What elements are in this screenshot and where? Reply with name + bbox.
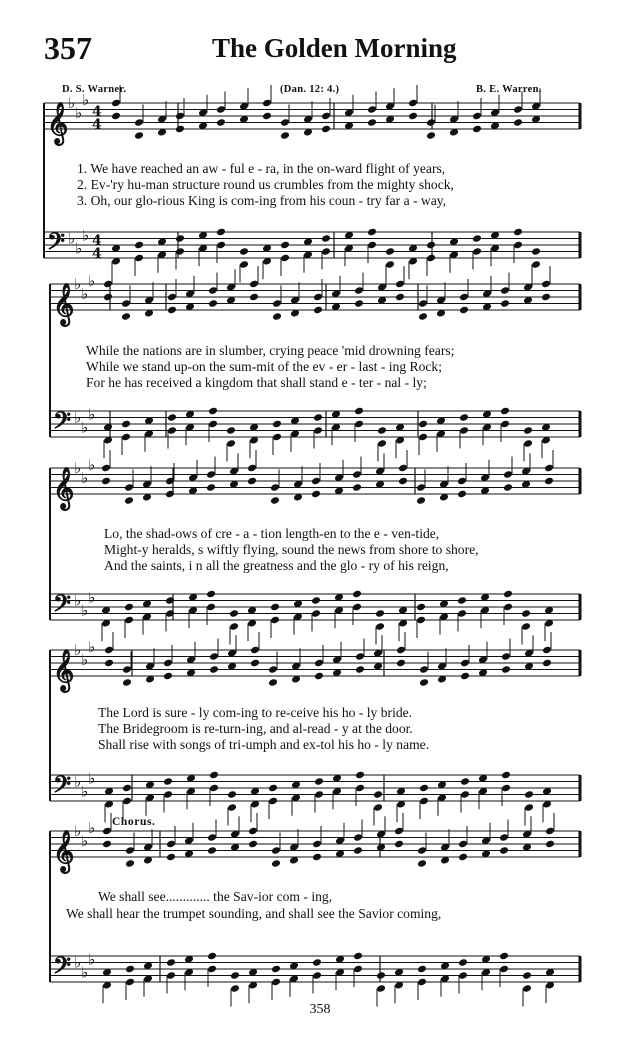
note-head [354, 299, 364, 308]
note-head [396, 659, 406, 668]
note-head [503, 590, 513, 599]
bass-clef-icon: 𝄢 [53, 406, 72, 440]
note-head [207, 952, 217, 961]
lyric-line: We shall see............. the Sav-ior com - ing, [98, 889, 333, 904]
note-head [377, 426, 387, 435]
flat-sign-icon: ♭ [88, 818, 96, 837]
note-head [103, 293, 113, 302]
note-head [353, 952, 363, 961]
note-head [312, 958, 322, 967]
note-head [247, 477, 257, 486]
note-head [460, 777, 470, 786]
note-head [239, 247, 249, 256]
note-head [167, 413, 177, 422]
note-head [521, 609, 531, 618]
treble-clef-icon: 𝄞 [53, 283, 75, 325]
flat-sign-icon: ♭ [81, 468, 89, 487]
note-head [312, 853, 322, 862]
note-head [270, 603, 280, 612]
note-head [398, 477, 408, 486]
flat-sign-icon: ♭ [88, 950, 96, 969]
note-head [175, 125, 185, 134]
note-head [111, 112, 121, 121]
note-head [367, 228, 377, 237]
note-head [321, 125, 331, 134]
scripture-reference: (Dan. 12: 4.) [280, 84, 340, 95]
note-head [458, 958, 468, 967]
note-head [376, 971, 386, 980]
flat-sign-icon: ♭ [74, 591, 82, 610]
note-head [313, 413, 323, 422]
note-head [101, 477, 111, 486]
note-head [352, 590, 362, 599]
flat-sign-icon: ♭ [81, 963, 89, 982]
note-head [271, 859, 281, 868]
note-head [271, 965, 281, 974]
note-head [134, 131, 144, 140]
note-head [531, 247, 541, 256]
note-head [272, 420, 282, 429]
note-head [311, 490, 321, 499]
note-head [523, 426, 533, 435]
note-head [166, 853, 176, 862]
note-head [167, 306, 177, 315]
bass-clef-icon: 𝄢 [53, 770, 72, 804]
flat-sign-icon: ♭ [74, 953, 82, 972]
note-head [418, 312, 428, 321]
note-head [134, 241, 144, 250]
note-head [457, 596, 467, 605]
note-head [418, 420, 428, 429]
bass-clef-icon: 𝄢 [53, 589, 72, 623]
note-head [385, 247, 395, 256]
lyric-line: Might-y heralds, s wiftly flying, sound the news from shore to shore, [104, 542, 479, 557]
lyric-line: And the saints, i n all the greatness and the glo - ry of his reign, [104, 558, 449, 573]
flat-sign-icon: ♭ [68, 94, 76, 112]
note-head [166, 958, 176, 967]
note-head [163, 672, 173, 681]
lyric-line: For he has received a kingdom that shall stand e - ter - nal - ly; [86, 375, 427, 390]
note-head [503, 483, 513, 492]
note-head [419, 678, 429, 687]
flat-sign-icon: ♭ [88, 271, 96, 290]
flat-sign-icon: ♭ [81, 831, 89, 850]
lyric-line: Shall rise with songs of tri-umph and ex-tol his ho - ly name. [98, 737, 430, 752]
lyric-line: The Lord is sure - ly com-ing to re-ceive his ho - ly bride. [98, 705, 413, 720]
time-signature: 4 [92, 246, 102, 262]
note-head [209, 665, 219, 674]
note-head [417, 859, 427, 868]
note-head [355, 771, 365, 780]
note-head [419, 784, 429, 793]
note-head [500, 299, 510, 308]
flat-sign-icon: ♭ [88, 405, 96, 424]
flat-sign-icon: ♭ [88, 588, 96, 607]
note-head [354, 407, 364, 416]
note-head [472, 125, 482, 134]
note-head [121, 312, 131, 321]
note-head [249, 293, 259, 302]
note-head [248, 840, 258, 849]
note-head [122, 678, 132, 687]
note-head [216, 118, 226, 127]
note-head [544, 477, 554, 486]
lyric-line: The Bridegroom is re-turn-ing, and al-read - y at the door. [98, 721, 413, 736]
flat-sign-icon: ♭ [74, 275, 82, 293]
flat-sign-icon: ♭ [88, 637, 96, 656]
note-head [522, 971, 532, 980]
note-head [125, 859, 135, 868]
note-head [208, 299, 218, 308]
note-head [416, 496, 426, 505]
flat-sign-icon: ♭ [82, 226, 90, 245]
lyric-line: We shall hear the trumpet sounding, and shall see the Savior coming, [66, 906, 442, 921]
note-head [311, 596, 321, 605]
treble-clef-icon: 𝄞 [53, 830, 75, 872]
bass-clef-icon: 𝄢 [53, 951, 72, 985]
chorus-label: Chorus. [112, 816, 156, 828]
note-head [375, 609, 385, 618]
flat-sign-icon: ♭ [82, 90, 90, 109]
note-head [394, 840, 404, 849]
note-head [280, 131, 290, 140]
note-head [499, 952, 509, 961]
lyric-line: 3. Oh, our glo-rious King is com-ing from his coun - try far a - way, [77, 193, 447, 208]
composer-credit: B. E. Warren. [476, 84, 542, 95]
note-head [268, 784, 278, 793]
note-head [352, 483, 362, 492]
note-head [226, 426, 236, 435]
note-head [122, 784, 132, 793]
time-signature: 4 [92, 233, 102, 249]
flat-sign-icon: ♭ [74, 408, 82, 427]
note-head [545, 840, 555, 849]
lyric-line: While the nations are in slumber, crying peace 'mid drowning fears; [86, 343, 455, 358]
note-head [124, 603, 134, 612]
note-head [416, 603, 426, 612]
flat-sign-icon: ♭ [88, 769, 96, 788]
note-head [408, 112, 418, 121]
note-head [208, 407, 218, 416]
note-head [262, 112, 272, 121]
note-head [268, 678, 278, 687]
note-head [355, 665, 365, 674]
note-head [459, 306, 469, 315]
note-head [229, 609, 239, 618]
flat-sign-icon: ♭ [81, 601, 89, 620]
note-head [124, 496, 134, 505]
note-head [209, 771, 219, 780]
flat-sign-icon: ♭ [74, 822, 82, 840]
hymn-title: The Golden Morning [212, 33, 457, 63]
note-head [125, 965, 135, 974]
flat-sign-icon: ♭ [88, 455, 96, 474]
note-head [321, 234, 331, 243]
flat-sign-icon: ♭ [68, 229, 76, 248]
treble-clef-icon: 𝄞 [53, 467, 75, 509]
note-head [426, 131, 436, 140]
note-head [250, 659, 260, 668]
note-head [373, 790, 383, 799]
note-head [513, 228, 523, 237]
note-head [206, 483, 216, 492]
note-head [104, 659, 114, 668]
note-head [500, 407, 510, 416]
lyricist-credit: D. S. Warner. [62, 84, 127, 95]
note-head [163, 777, 173, 786]
note-head [102, 840, 112, 849]
note-head [175, 234, 185, 243]
note-head [499, 846, 509, 855]
note-head [524, 790, 534, 799]
treble-clef-icon: 𝄞 [53, 649, 75, 691]
lyric-line: 1. We have reached an aw - ful e - ra, in the on-ward flight of years, [77, 161, 446, 176]
time-signature: 4 [92, 117, 102, 133]
note-head [460, 672, 470, 681]
flat-sign-icon: ♭ [75, 239, 83, 258]
lyric-line: 2. Ev-'ry hu-man structure round us crumbles from the mighty shock, [77, 177, 454, 192]
flat-sign-icon: ♭ [74, 641, 82, 659]
note-head [501, 771, 511, 780]
hymn-number: 357 [44, 30, 92, 66]
note-head [216, 228, 226, 237]
flat-sign-icon: ♭ [81, 782, 89, 801]
treble-clef-icon: 𝄞 [47, 102, 69, 144]
note-head [272, 312, 282, 321]
time-signature: 4 [92, 104, 102, 120]
lyric-line: Lo, the shad-ows of cre - a - tion length-en to the e - ven-tide, [104, 526, 440, 541]
note-head [227, 790, 237, 799]
note-head [457, 490, 467, 499]
flat-sign-icon: ♭ [81, 650, 89, 669]
note-head [458, 853, 468, 862]
note-head [270, 496, 280, 505]
flat-sign-icon: ♭ [81, 284, 89, 303]
note-head [313, 306, 323, 315]
flat-sign-icon: ♭ [74, 459, 82, 477]
note-head [513, 118, 523, 127]
note-head [417, 965, 427, 974]
flat-sign-icon: ♭ [81, 418, 89, 437]
flat-sign-icon: ♭ [74, 772, 82, 791]
note-head [367, 118, 377, 127]
note-head [314, 672, 324, 681]
note-head [542, 659, 552, 668]
lyric-line: While we stand up-on the sum-mit of the ev - er - last - ing Rock; [86, 359, 442, 374]
note-head [541, 293, 551, 302]
note-head [314, 777, 324, 786]
note-head [426, 241, 436, 250]
note-head [121, 420, 131, 429]
note-head [280, 241, 290, 250]
note-head [501, 665, 511, 674]
page-number: 358 [309, 1002, 331, 1017]
note-head [230, 971, 240, 980]
note-head [472, 234, 482, 243]
flat-sign-icon: ♭ [75, 103, 83, 122]
bass-clef-icon: 𝄢 [47, 227, 66, 261]
note-head [395, 293, 405, 302]
note-head [207, 846, 217, 855]
note-head [459, 413, 469, 422]
note-head [353, 846, 363, 855]
note-head [206, 590, 216, 599]
